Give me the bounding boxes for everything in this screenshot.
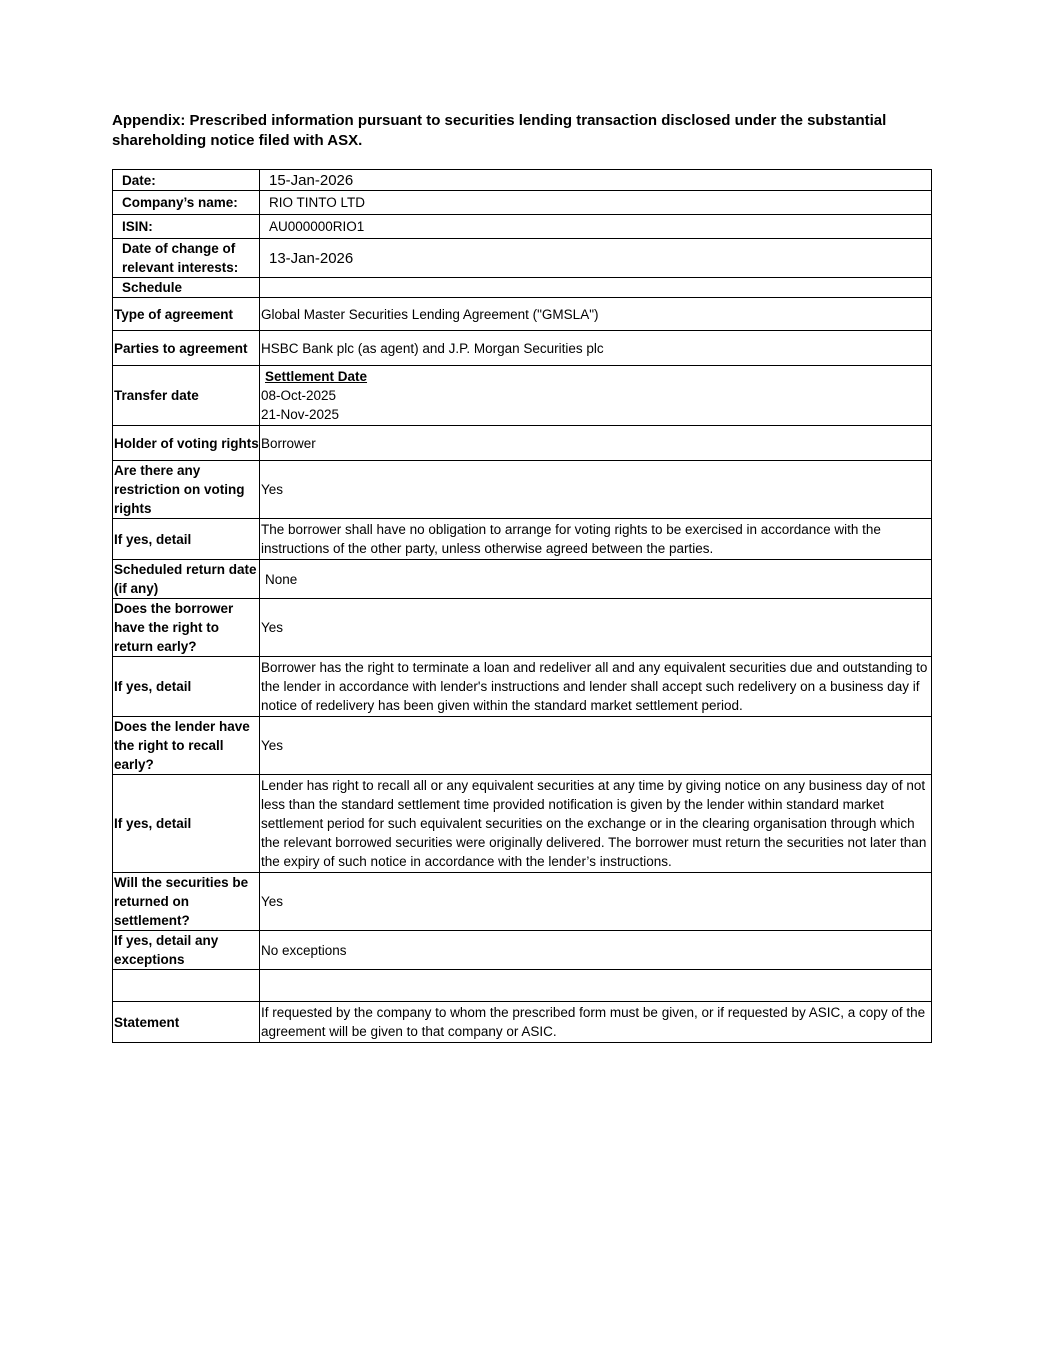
table-row xyxy=(113,426,932,461)
row-label: If yes, detail xyxy=(113,775,260,873)
table-row xyxy=(113,331,932,366)
restriction-detail-value: The borrower shall have no obligation to arrange for voting rights to be exercised in accordance with the instructions of the other party, unless otherwise agreed between the parties. xyxy=(260,519,932,560)
table-row xyxy=(113,717,932,775)
row-label: Parties to agreement xyxy=(113,331,260,366)
settlement-date: 08-Oct-2025 xyxy=(261,388,337,403)
returned-value: Yes xyxy=(260,873,932,931)
row-label: Are there any restriction on voting rights xyxy=(113,461,260,519)
table-row xyxy=(113,366,932,426)
table-row xyxy=(113,560,932,599)
parties-value: HSBC Bank plc (as agent) and J.P. Morgan Securities plc xyxy=(260,331,932,366)
row-label: Does the borrower have the right to return early? xyxy=(113,599,260,657)
isin-value: AU000000RIO1 xyxy=(260,215,932,239)
date-value: 15-Jan-2026 xyxy=(260,170,932,191)
disclosure-table xyxy=(112,169,932,1043)
type-value: Global Master Securities Lending Agreement ("GMSLA") xyxy=(260,298,932,331)
table-row xyxy=(113,970,932,1002)
table-row xyxy=(113,215,932,239)
transfer-dates xyxy=(260,366,932,426)
row-label: ISIN: xyxy=(113,215,260,239)
row-label: Schedule xyxy=(113,278,260,298)
table-row xyxy=(113,519,932,560)
row-label: Date of change of relevant interests: xyxy=(113,239,260,278)
row-label: Statement xyxy=(113,1002,260,1043)
row-label: Transfer date xyxy=(113,366,260,426)
restriction-value: Yes xyxy=(260,461,932,519)
row-label: Scheduled return date (if any) xyxy=(113,560,260,599)
lender-detail-value: Lender has right to recall all or any equivalent securities at any time by giving notice on any business day of not less than the standard settlement time provided notification is given by the lender within standard market settlement period for such equivalent securities on the exchange or in the clearing organisation through which the relevant borrowed securities were originally delivered. The borrower must return the securities not later than the expiry of such notice in accordance with the lender’s instructions. xyxy=(260,775,932,873)
table-row xyxy=(113,298,932,331)
statement-value: If requested by the company to whom the prescribed form must be given, or if requested by ASIC, a copy of the agreement will be given to that company or ASIC. xyxy=(260,1002,932,1043)
settlement-date: 21-Nov-2025 xyxy=(261,407,340,422)
row-label: Does the lender have the right to recall early? xyxy=(113,717,260,775)
settlement-date-header: Settlement Date xyxy=(265,369,368,384)
table-row xyxy=(113,170,932,191)
table-row xyxy=(113,873,932,931)
table-row xyxy=(113,931,932,970)
empty-cell xyxy=(113,970,260,1002)
schedule-value xyxy=(260,278,932,298)
page-title: Appendix: Prescribed information pursuant to securities lending transaction disclosed under the substantial shareholding notice filed with ASX. xyxy=(112,112,887,149)
table-row xyxy=(113,775,932,873)
row-label: If yes, detail any exceptions xyxy=(113,931,260,970)
row-label: Holder of voting rights xyxy=(113,426,260,461)
exceptions-value: No exceptions xyxy=(260,931,932,970)
row-label: Company’s name: xyxy=(113,191,260,215)
empty-cell xyxy=(260,970,932,1002)
row-label: If yes, detail xyxy=(113,519,260,560)
row-label: Date: xyxy=(113,170,260,191)
row-label: Will the securities be returned on settlement? xyxy=(113,873,260,931)
row-label: If yes, detail xyxy=(113,657,260,717)
borrower-detail-value: Borrower has the right to terminate a loan and redeliver all and any equivalent securities due and outstanding to the lender in accordance with lender's instructions and lender shall accept such redelivery on a business day if notice of redelivery has been given within the standard market settlement period. xyxy=(260,657,932,717)
table-row xyxy=(113,1002,932,1043)
return-date-value: None xyxy=(260,560,932,599)
table-row xyxy=(113,239,932,278)
lender-recall-value: Yes xyxy=(260,717,932,775)
table-row xyxy=(113,657,932,717)
change-date-value: 13-Jan-2026 xyxy=(260,239,932,278)
holder-value: Borrower xyxy=(260,426,932,461)
table-row xyxy=(113,278,932,298)
table-row xyxy=(113,599,932,657)
company-value: RIO TINTO LTD xyxy=(260,191,932,215)
borrower-early-value: Yes xyxy=(260,599,932,657)
table-row xyxy=(113,191,932,215)
table-row xyxy=(113,461,932,519)
row-label: Type of agreement xyxy=(113,298,260,331)
